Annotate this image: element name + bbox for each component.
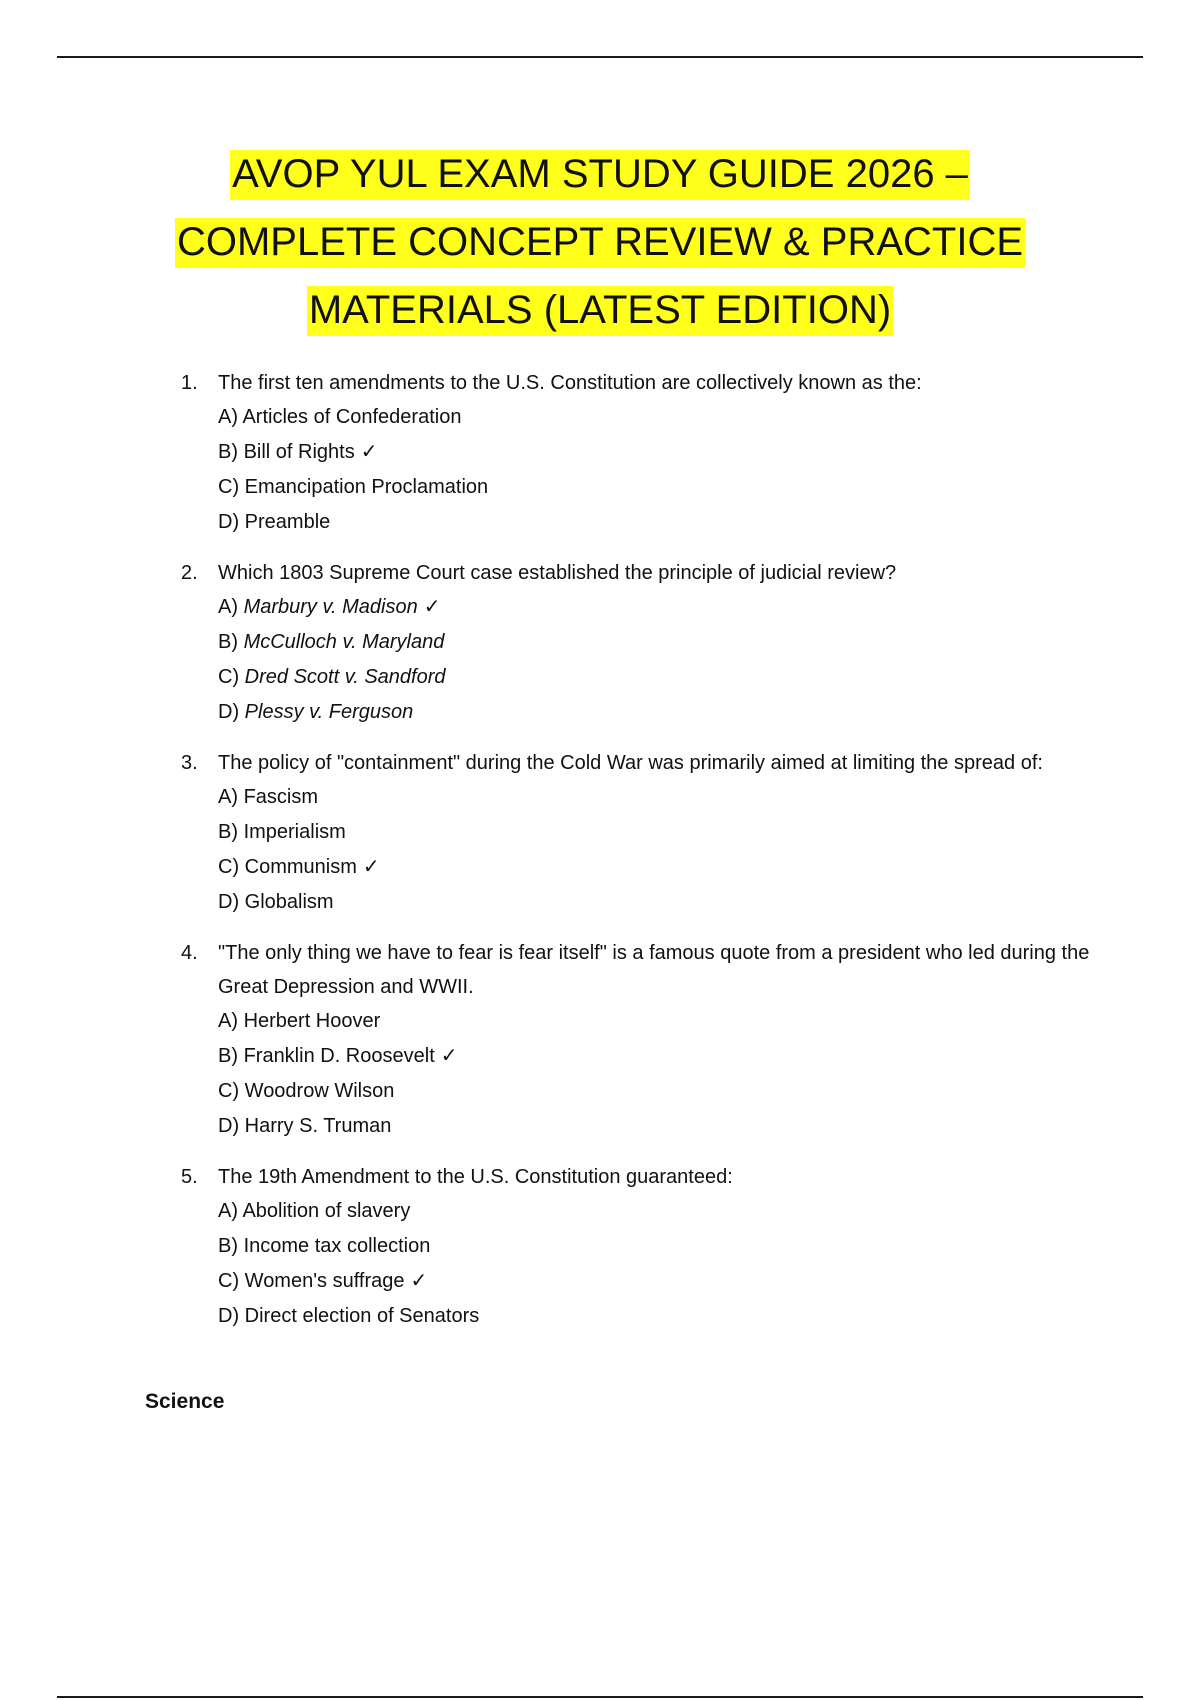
option-c <box>218 660 1090 695</box>
option-d <box>218 505 1090 540</box>
question-number: 3. <box>181 752 198 774</box>
document-title <box>100 140 1100 344</box>
option-c <box>218 1264 1090 1299</box>
question-1 <box>0 366 1200 540</box>
top-rule <box>57 56 1143 58</box>
option-b <box>218 815 1090 850</box>
option-letter: A) <box>218 1200 238 1222</box>
question-text: The first ten amendments to the U.S. Constitution are collectively known as the: <box>218 372 922 394</box>
option-a <box>218 590 1090 625</box>
option-text: Preamble <box>244 511 331 533</box>
option-c <box>218 470 1090 505</box>
option-letter: A) <box>218 596 238 618</box>
option-text: Woodrow Wilson <box>244 1080 395 1102</box>
option-text: Imperialism <box>243 821 346 843</box>
option-c <box>218 1074 1090 1109</box>
option-text: Fascism <box>243 786 319 808</box>
option-text: Abolition of slavery <box>242 1200 411 1222</box>
option-letter: D) <box>218 1115 240 1137</box>
option-letter: C) <box>218 1080 240 1102</box>
option-text: Dred Scott v. Sandford <box>244 666 446 688</box>
option-letter: B) <box>218 1235 238 1257</box>
option-letter: A) <box>218 406 238 428</box>
option-text: Franklin D. Roosevelt <box>243 1045 435 1067</box>
option-letter: D) <box>218 511 240 533</box>
question-4 <box>0 936 1200 1144</box>
question-text: Which 1803 Supreme Court case established the principle of judicial review? <box>218 562 897 584</box>
option-d <box>218 1109 1090 1144</box>
option-text: Income tax collection <box>243 1235 431 1257</box>
question-2 <box>0 556 1200 730</box>
option-letter: A) <box>218 786 238 808</box>
option-text: Communism <box>244 856 357 878</box>
option-letter: D) <box>218 891 240 913</box>
bottom-rule <box>57 1696 1143 1698</box>
section-heading-science: Science <box>145 1390 225 1413</box>
option-letter: D) <box>218 701 240 723</box>
option-letter: D) <box>218 1305 240 1327</box>
option-text: Marbury v. Madison <box>243 596 418 618</box>
title-line-1: AVOP YUL EXAM STUDY GUIDE 2026 – <box>230 150 970 200</box>
option-letter: C) <box>218 856 240 878</box>
option-text: Articles of Confederation <box>242 406 462 428</box>
option-letter: A) <box>218 1010 238 1032</box>
question-3 <box>0 746 1200 920</box>
option-d <box>218 1299 1090 1334</box>
option-a <box>218 1194 1090 1229</box>
question-number: 1. <box>181 372 198 394</box>
question-5 <box>0 1160 1200 1334</box>
question-text: "The only thing we have to fear is fear itself" is a famous quote from a president who led during the Great Depression and WWII. <box>218 942 1090 998</box>
option-a <box>218 1004 1090 1039</box>
option-text: Women's suffrage <box>244 1270 405 1292</box>
option-text: Globalism <box>244 891 334 913</box>
title-line-2: COMPLETE CONCEPT REVIEW & PRACTICE <box>175 218 1025 268</box>
option-text: McCulloch v. Maryland <box>243 631 445 653</box>
option-letter: C) <box>218 666 240 688</box>
option-text: Herbert Hoover <box>243 1010 381 1032</box>
option-text: Direct election of Senators <box>244 1305 480 1327</box>
option-letter: C) <box>218 476 240 498</box>
question-number: 5. <box>181 1166 198 1188</box>
option-letter: B) <box>218 821 238 843</box>
option-text: Emancipation Proclamation <box>244 476 489 498</box>
check-mark-icon: ✓ <box>410 1270 428 1292</box>
question-text: The 19th Amendment to the U.S. Constitution guaranteed: <box>218 1166 733 1188</box>
option-b <box>218 1229 1090 1264</box>
option-d <box>218 695 1090 730</box>
option-d <box>218 885 1090 920</box>
option-text: Bill of Rights <box>243 441 355 463</box>
option-text: Harry S. Truman <box>244 1115 392 1137</box>
check-mark-icon: ✓ <box>423 596 441 618</box>
option-a <box>218 400 1090 435</box>
option-a <box>218 780 1090 815</box>
option-c <box>218 850 1090 885</box>
check-mark-icon: ✓ <box>362 856 380 878</box>
option-b <box>218 435 1090 470</box>
option-text: Plessy v. Ferguson <box>244 701 414 723</box>
check-mark-icon: ✓ <box>440 1045 458 1067</box>
option-letter: B) <box>218 441 238 463</box>
question-text: The policy of "containment" during the Cold War was primarily aimed at limiting the spread of: <box>218 752 1043 774</box>
option-b <box>218 1039 1090 1074</box>
check-mark-icon: ✓ <box>360 441 378 463</box>
option-letter: B) <box>218 1045 238 1067</box>
question-number: 4. <box>181 942 198 964</box>
option-letter: B) <box>218 631 238 653</box>
option-b <box>218 625 1090 660</box>
question-number: 2. <box>181 562 198 584</box>
title-line-3: MATERIALS (LATEST EDITION) <box>307 286 893 336</box>
question-list <box>0 366 1200 1350</box>
option-letter: C) <box>218 1270 240 1292</box>
